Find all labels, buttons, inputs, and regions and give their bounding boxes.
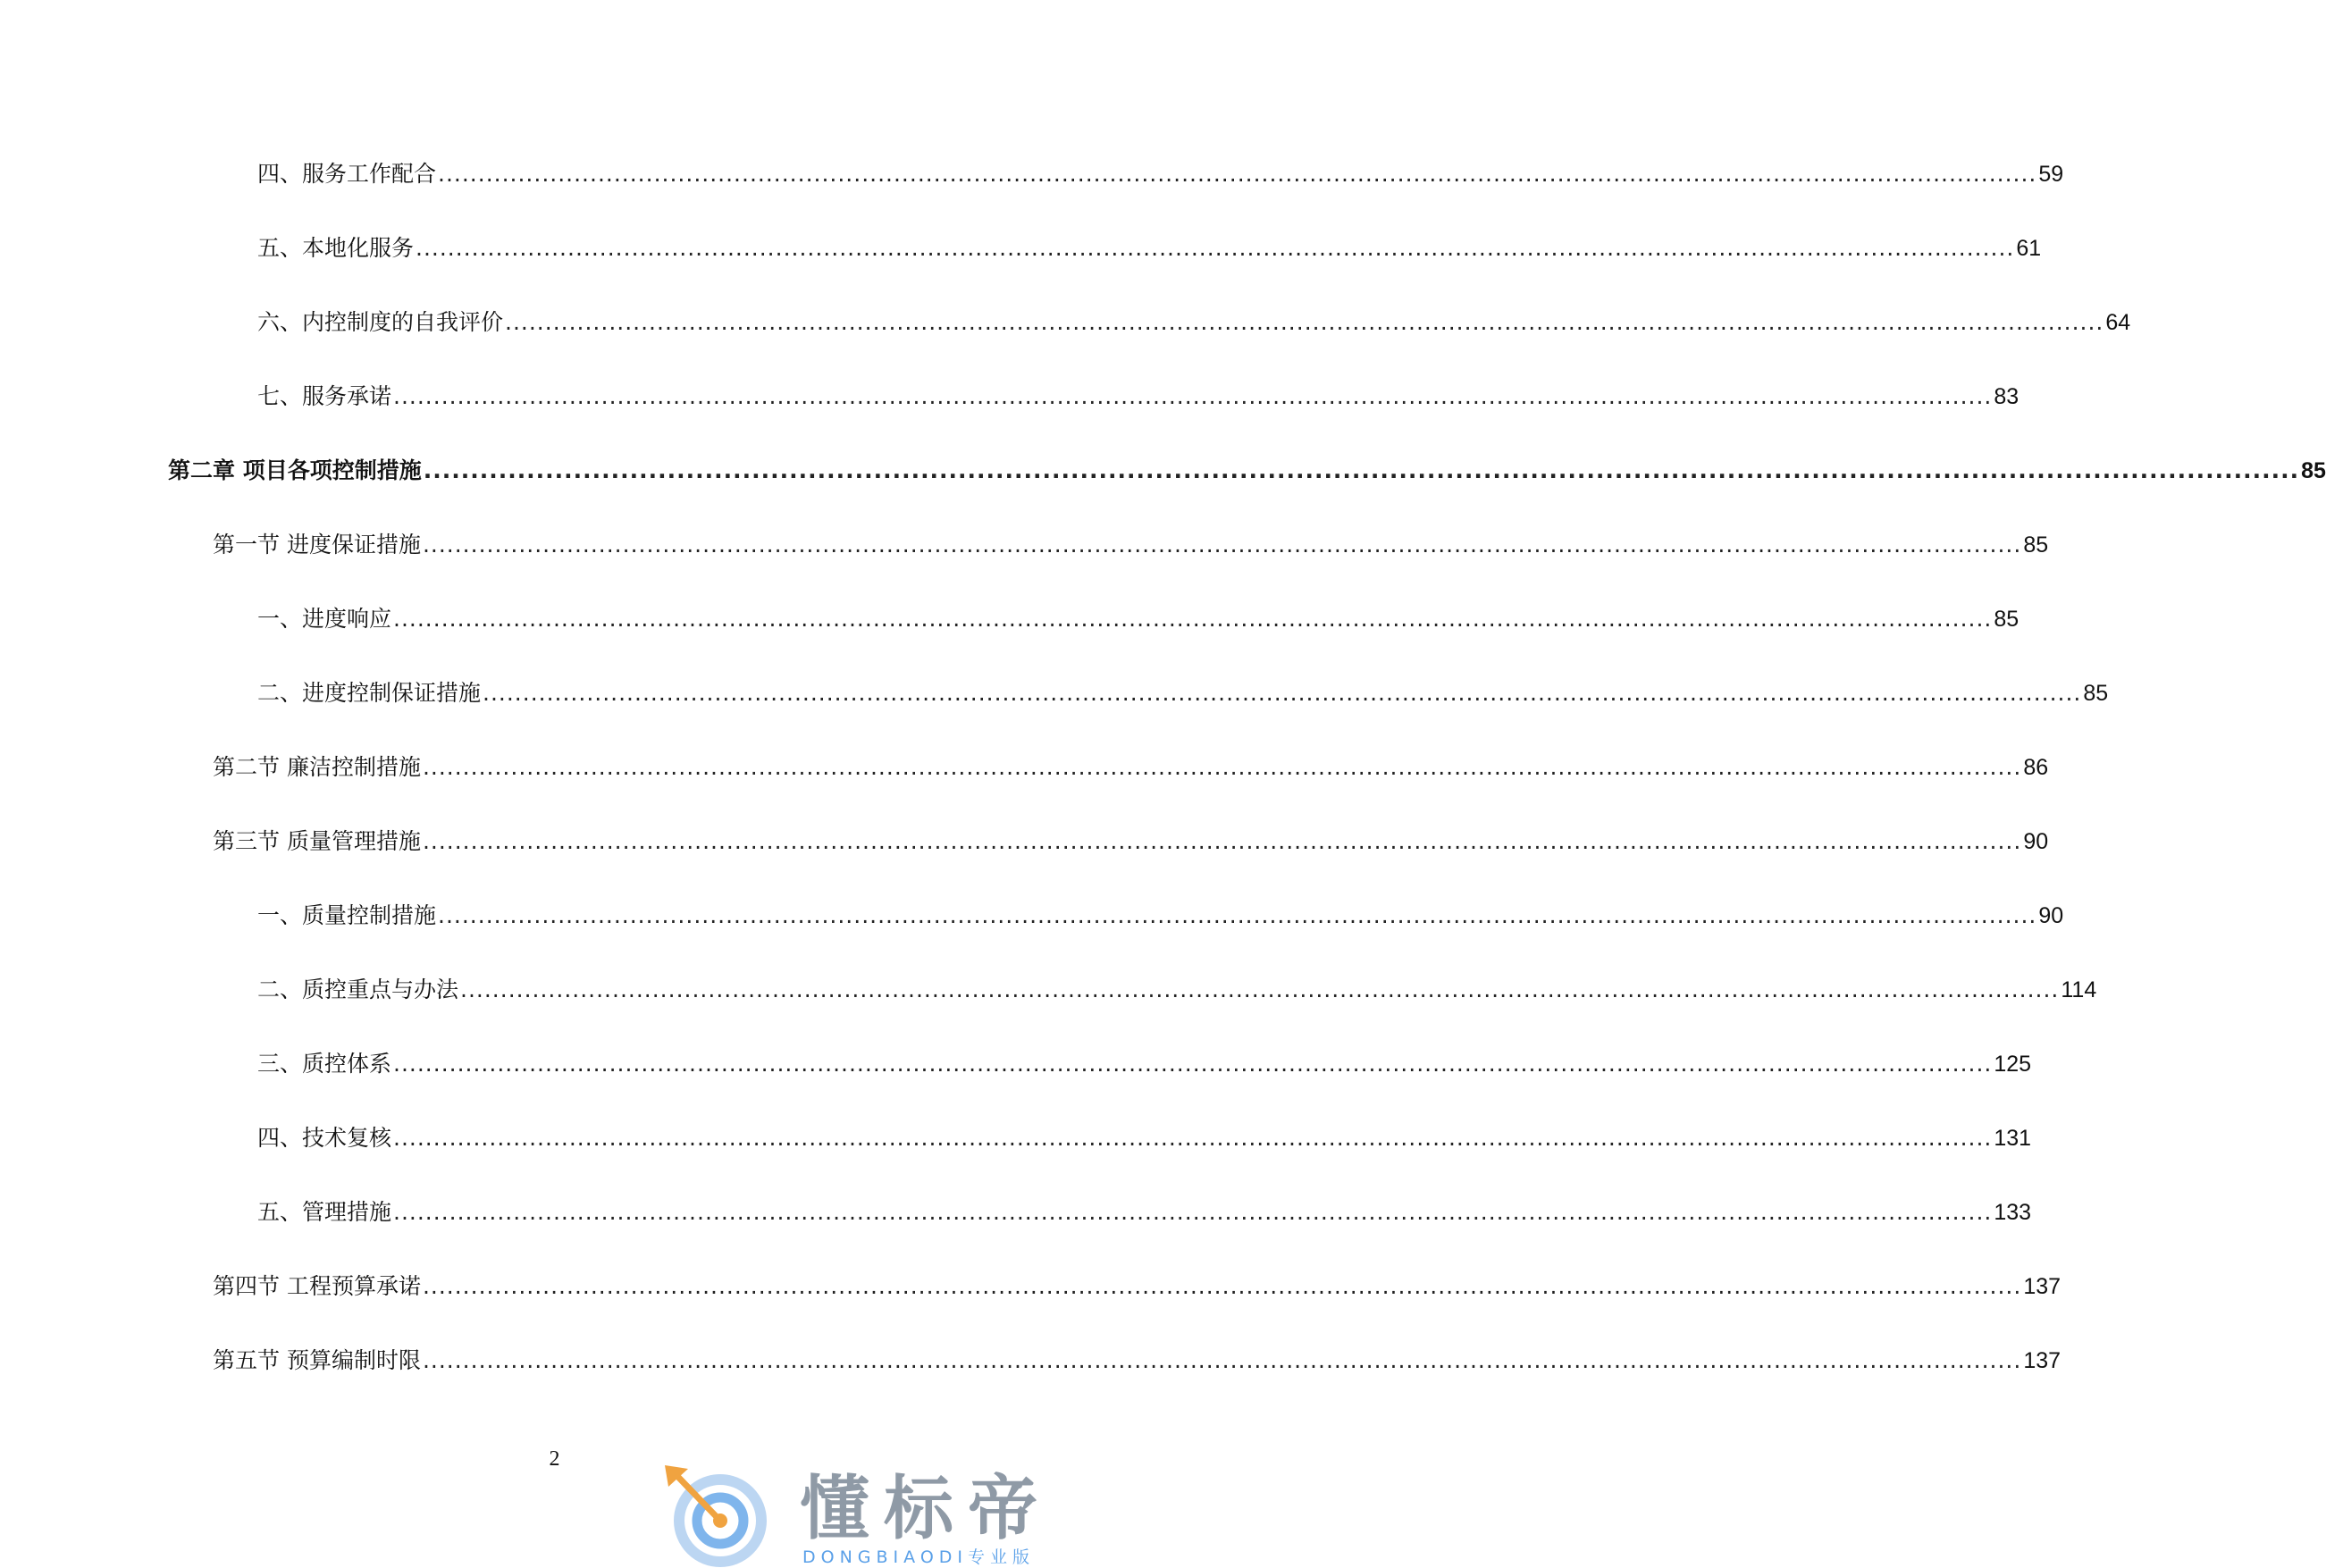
toc-entry-label: 二、质控重点与办法 [257,977,459,1002]
toc-entry[interactable] [168,456,2326,486]
toc-entry[interactable] [213,530,2049,560]
toc-entry-page: 59 [2038,162,2064,187]
toc-entry-page: 131 [1994,1126,2032,1151]
watermark [661,1463,1108,1567]
toc-entry-label: 四、服务工作配合 [257,161,437,187]
toc-entry[interactable] [257,159,2064,189]
toc-entry-label: 第四节 工程预算承诺 [213,1273,421,1299]
toc-leader-dots: ........................................................................................................................................................................................................ [422,1347,2022,1373]
toc-entry-page: 137 [2023,1274,2061,1299]
toc-leader-dots: ........................................................................................................................................................................................................ [393,383,1993,409]
toc-entry[interactable] [257,678,2109,709]
toc-leader-dots: ........................................................................................................................................................................................................ [423,457,2300,483]
toc-entry-label: 一、进度响应 [257,606,392,632]
toc-leader-dots: ........................................................................................................................................................................................................ [460,977,2060,1002]
toc-leader-dots: ........................................................................................................................................................................................................ [393,606,1993,632]
toc-entry[interactable] [257,901,2064,931]
toc-entry-page: 86 [2023,755,2049,780]
toc-entry-page: 85 [2023,532,2049,558]
toc-entry-page: 125 [1994,1052,2032,1077]
toc-entry[interactable] [257,1049,2032,1079]
toc-entry-label: 第三节 质量管理措施 [213,828,421,854]
toc-entry-label: 三、质控体系 [257,1051,392,1077]
toc-leader-dots: ........................................................................................................................................................................................................ [393,1051,1993,1077]
toc-leader-dots: ........................................................................................................................................................................................................ [438,902,2037,928]
toc-leader-dots: ........................................................................................................................................................................................................ [393,1199,1993,1225]
toc-entry-label: 六、内控制度的自我评价 [257,309,504,335]
page-number: 2 [549,1447,560,1471]
toc-entry[interactable] [257,975,2097,1005]
toc-entry-label: 第五节 预算编制时限 [213,1347,421,1373]
toc-entry[interactable] [257,233,2042,264]
toc-entry-page: 85 [2301,458,2326,483]
toc-entry-label: 四、技术复核 [257,1125,392,1151]
toc-entry[interactable] [213,826,2049,857]
toc-leader-dots: ........................................................................................................................................................................................................ [422,1273,2022,1299]
toc-entry-page: 64 [2105,310,2131,335]
toc-entry[interactable] [213,1271,2061,1302]
toc-leader-dots: ........................................................................................................................................................................................................ [483,680,2082,706]
toc-entry[interactable] [213,752,2049,783]
watermark-subtitle: DONGBIAODI专业版 [802,1547,1036,1567]
toc-entry-page: 137 [2023,1348,2061,1373]
toc-leader-dots: ........................................................................................................................................................................................................ [422,754,2022,780]
toc-entry-page: 83 [1994,384,2020,409]
toc-entry-label: 一、质量控制措施 [257,902,437,928]
toc-entry[interactable] [213,1346,2061,1376]
toc-entry-label: 第二节 廉洁控制措施 [213,754,421,780]
toc-entry-label: 第一节 进度保证措施 [213,532,421,558]
toc-entry-label: 二、进度控制保证措施 [257,680,482,706]
toc-entry[interactable] [257,382,2020,412]
toc-entry-page: 61 [2016,236,2042,261]
toc-entry[interactable] [257,1197,2032,1228]
toc-entry-page: 85 [2083,681,2109,706]
toc-entry[interactable] [257,604,2020,634]
toc-entry-page: 90 [2023,829,2049,854]
toc-entry-label: 五、本地化服务 [257,235,415,261]
toc-entry-label: 五、管理措施 [257,1199,392,1225]
toc-entry-page: 85 [1994,607,2020,632]
toc-entry-label: 七、服务承诺 [257,383,392,409]
toc-leader-dots: ........................................................................................................................................................................................................ [422,532,2022,558]
toc-entry-page: 114 [2061,977,2097,1002]
toc-leader-dots: ........................................................................................................................................................................................................ [422,828,2022,854]
toc-leader-dots: ........................................................................................................................................................................................................ [393,1125,1993,1151]
toc-entry[interactable] [257,1123,2032,1153]
watermark-brand: 懂标帝 [800,1469,1053,1549]
toc-entry[interactable] [257,307,2131,338]
toc-leader-dots: ........................................................................................................................................................................................................ [438,161,2037,187]
toc-leader-dots: ........................................................................................................................................................................................................ [416,235,2015,261]
toc-entry-label: 第二章 项目各项控制措施 [168,457,422,483]
toc-leader-dots: ........................................................................................................................................................................................................ [505,309,2104,335]
target-arrow-logo-icon [661,1463,777,1567]
toc-entry-page: 133 [1994,1200,2032,1225]
toc-entry-page: 90 [2038,903,2064,928]
